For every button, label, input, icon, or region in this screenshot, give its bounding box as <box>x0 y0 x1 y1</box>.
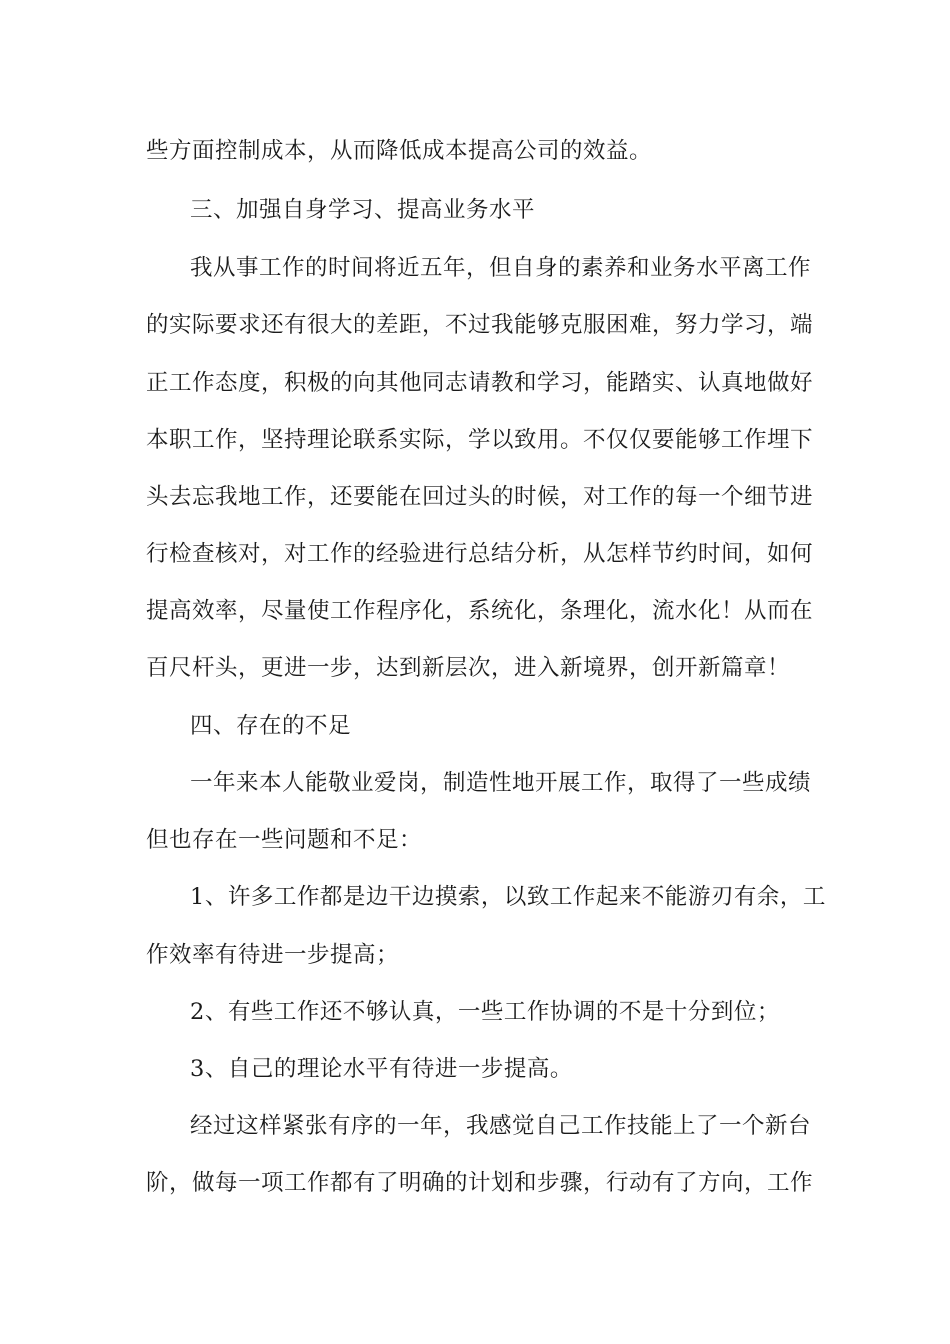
list-item: 2、有些工作还不够认真，一些工作协调的不是十分到位； <box>190 999 780 1025</box>
paragraph-line: 的实际要求还有很大的差距，不过我能够克服困难，努力学习，端 <box>146 312 814 338</box>
paragraph-line: 百尺杆头，更进一步，达到新层次，进入新境界，创开新篇章！ <box>146 655 791 681</box>
paragraph-line: 经过这样紧张有序的一年，我感觉自己工作技能上了一个新台 <box>190 1113 812 1139</box>
paragraph-line: 些方面控制成本，从而降低成本提高公司的效益。 <box>146 138 653 164</box>
paragraph-line: 作效率有待进一步提高； <box>146 942 400 968</box>
paragraph-line: 本职工作，坚持理论联系实际，学以致用。不仅仅要能够工作埋下 <box>146 427 814 453</box>
paragraph-line: 头去忘我地工作，还要能在回过头的时候，对工作的每一个细节进 <box>146 484 814 510</box>
paragraph-line: 一年来本人能敬业爱岗，制造性地开展工作，取得了一些成绩 <box>190 770 812 796</box>
list-item: 3、自己的理论水平有待进一步提高。 <box>190 1056 573 1082</box>
paragraph-line: 阶，做每一项工作都有了明确的计划和步骤，行动有了方向，工作 <box>146 1170 814 1196</box>
paragraph-line: 正工作态度，积极的向其他同志请教和学习，能踏实、认真地做好 <box>146 370 814 396</box>
paragraph-line: 提高效率，尽量使工作程序化，系统化，条理化，流水化！从而在 <box>146 598 814 624</box>
paragraph-line: 但也存在一些问题和不足： <box>146 827 423 853</box>
paragraph-line: 我从事工作的时间将近五年，但自身的素养和业务水平离工作 <box>190 255 812 281</box>
section-heading: 四、存在的不足 <box>190 713 352 739</box>
paragraph-line: 行检查核对，对工作的经验进行总结分析，从怎样节约时间，如何 <box>146 541 814 567</box>
section-heading: 三、加强自身学习、提高业务水平 <box>190 197 536 223</box>
list-item: 1、许多工作都是边干边摸索，以致工作起来不能游刃有余，工 <box>190 884 826 910</box>
